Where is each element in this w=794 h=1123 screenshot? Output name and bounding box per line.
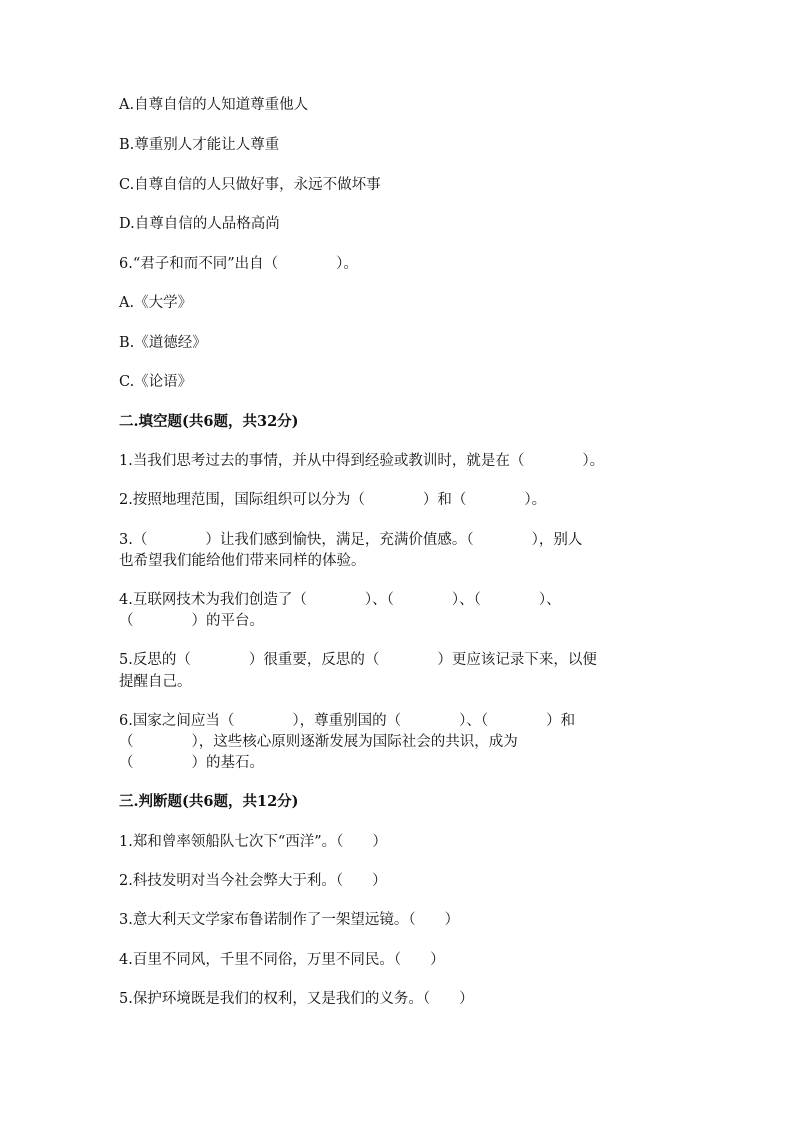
fill-question-4-line-2: （ ）的平台。 [119,613,264,629]
fill-question-4-line-1: 4.互联网技术为我们创造了（ ）、（ ）、（ ）、 [119,592,561,608]
q6-option-a: A.《大学》 [119,295,193,311]
fill-question-6-line-2: （ ），这些核心原则逐渐发展为国际社会的共识，成为 [119,734,518,750]
option-b: B.尊重别人才能让人尊重 [119,137,280,153]
judge-question-5: 5.保护环境既是我们的权利，又是我们的义务。（ ） [119,991,474,1007]
fill-question-3-line-1: 3.（ ）让我们感到愉快，满足，充满价值感。（ ），别人 [119,532,583,548]
judge-question-2: 2.科技发明对当今社会弊大于利。（ ） [119,873,387,889]
judge-question-1: 1.郑和曾率领船队七次下“西洋”。（ ） [119,834,387,850]
fill-question-5-line-1: 5.反思的（ ）很重要，反思的（ ）更应该记录下来，以便 [119,652,597,668]
fill-question-5-line-2: 提醒自己。 [119,674,192,690]
fill-question-1: 1.当我们思考过去的事情，并从中得到经验或教训时，就是在（ ）。 [119,453,605,469]
section-3-heading: 三.判断题(共6题，共12分) [119,793,299,810]
option-c: C.自尊自信的人只做好事，永远不做坏事 [119,177,381,193]
question-6-stem: 6.“君子和而不同”出自（ ）。 [119,256,358,272]
fill-question-3-line-2: 也希望我们能给他们带来同样的体验。 [119,553,366,569]
q6-option-b: B.《道德经》 [119,335,207,351]
fill-question-2: 2.按照地理范围，国际组织可以分为（ ）和（ ）。 [119,492,547,508]
option-d: D.自尊自信的人品格高尚 [119,216,280,232]
q6-option-c: C.《论语》 [119,374,193,390]
judge-question-3: 3.意大利天文学家布鲁诺制作了一架望远镜。（ ） [119,912,460,928]
fill-question-6-line-1: 6.国家之间应当（ ），尊重别国的（ ）、（ ）和 [119,713,576,729]
judge-question-4: 4.百里不同风，千里不同俗，万里不同民。（ ） [119,952,445,968]
section-2-heading: 二.填空题(共6题，共32分) [119,413,299,430]
fill-question-6-line-3: （ ）的基石。 [119,755,264,771]
option-a: A.自尊自信的人知道尊重他人 [119,97,309,113]
